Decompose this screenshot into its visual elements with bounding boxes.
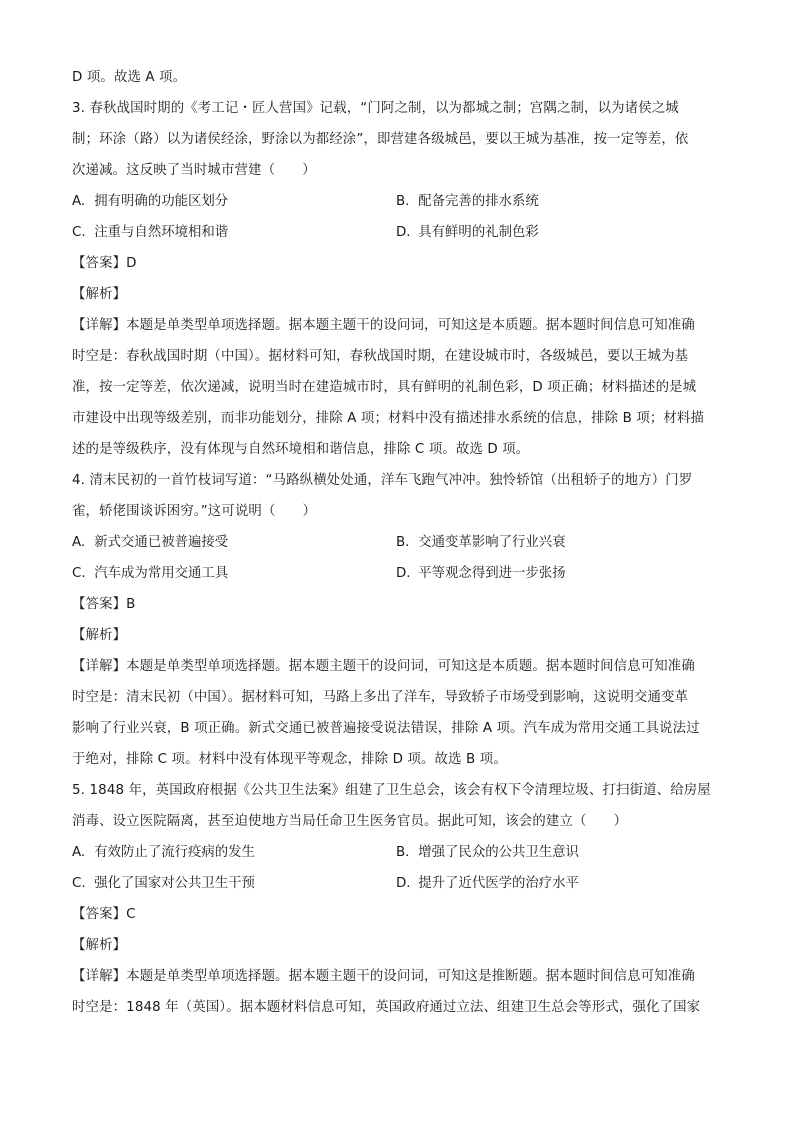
option-b: B. 交通变革影响了行业兴衰 <box>396 535 566 550</box>
detail-line: 时空是：春秋战国时期（中国）。据材料可知，春秋战国时期，在建设城市时，各级城邑，要以王城为基 <box>72 349 689 364</box>
option-c: C. 汽车成为常用交通工具 <box>72 566 229 581</box>
detail-line: 时空是：1848 年（英国）。据本题材料信息可知，英国政府通过立法、组建卫生总会等形式，强化了国家 <box>72 1000 701 1015</box>
question-stem-line: 4. 清末民初的一首竹枝词写道：“马路纵横处处通，洋车飞跑气冲冲。独怜轿馆（出租轿子的地方）门罗 <box>72 473 693 488</box>
option-d: D. 提升了近代医学的治疗水平 <box>396 876 579 891</box>
options-row <box>72 217 724 248</box>
analysis-label: 【解析】 <box>72 938 127 953</box>
option-c: C. 强化了国家对公共卫生干预 <box>72 876 255 891</box>
detail-line: 影响了行业兴衰，B 项正确。新式交通已被普遍接受说法错误，排除 A 项。汽车成为常用交通工具说法过 <box>72 721 700 736</box>
question-3 <box>72 93 724 465</box>
option-b: B. 增强了民众的公共卫生意识 <box>396 845 579 860</box>
question-5 <box>72 775 724 1023</box>
option-a: A. 拥有明确的功能区划分 <box>72 194 229 209</box>
detail-line: 准，按一定等差，依次递减，说明当时在建造城市时，具有鲜明的礼制色彩，D 项正确；材料描述的是城 <box>72 380 697 395</box>
question-stem-line: 雀，轿佬围谈诉困穷。”这可说明（ ） <box>72 504 317 519</box>
question-stem-line: 消毒、设立医院隔离，甚至迫使地方当局任命卫生医务官员。据此可知，该会的建立（ ） <box>72 814 628 829</box>
option-d: D. 具有鲜明的礼制色彩 <box>396 225 539 240</box>
options-row <box>72 186 724 217</box>
detail-line: 于绝对，排除 C 项。材料中没有体现平等观念，排除 D 项。故选 B 项。 <box>72 752 507 767</box>
option-a: A. 新式交通已被普遍接受 <box>72 535 229 550</box>
question-stem-line: 3. 春秋战国时期的《考工记・匠人营国》记载，“门阿之制，以为都城之制；宫隅之制，以为诸侯之城 <box>72 101 679 116</box>
detail-line: 述的是等级秩序，没有体现与自然环境相和谐信息，排除 C 项。故选 D 项。 <box>72 442 530 457</box>
option-d: D. 平等观念得到进一步张扬 <box>396 566 566 581</box>
answer-label: 【答案】B <box>72 597 136 612</box>
detail-line: 【详解】本题是单类型单项选择题。据本题主题干的设问词，可知这是推断题。据本题时间信息可知准确 <box>72 969 695 984</box>
detail-line: 时空是：清末民初（中国）。据材料可知，马路上多出了洋车，导致轿子市场受到影响，这说明交通变革 <box>72 690 689 705</box>
option-a: A. 有效防止了流行疫病的发生 <box>72 845 255 860</box>
option-b: B. 配备完善的排水系统 <box>396 194 539 209</box>
option-c: C. 注重与自然环境相和谐 <box>72 225 229 240</box>
answer-label: 【答案】D <box>72 256 137 271</box>
detail-line: 【详解】本题是单类型单项选择题。据本题主题干的设问词，可知这是本质题。据本题时间信息可知准确 <box>72 318 695 333</box>
answer-label: 【答案】C <box>72 907 136 922</box>
question-stem-line: 次递减。这反映了当时城市营建（ ） <box>72 163 316 178</box>
options-row <box>72 868 724 899</box>
question-stem-line: 5. 1848 年，英国政府根据《公共卫生法案》组建了卫生总会，该会有权下令清理垃圾、打扫街道、给房屋 <box>72 783 711 798</box>
previous-answer-tail: D 项。故选 A 项。 <box>72 70 187 85</box>
question-4 <box>72 465 724 775</box>
analysis-label: 【解析】 <box>72 628 127 643</box>
detail-line: 【详解】本题是单类型单项选择题。据本题主题干的设问词，可知这是本质题。据本题时间信息可知准确 <box>72 659 695 674</box>
options-row <box>72 558 724 589</box>
document-page <box>72 62 724 1023</box>
options-row <box>72 527 724 558</box>
options-row <box>72 837 724 868</box>
question-stem-line: 制；环涂（路）以为诸侯经涂，野涂以为都经涂”，即营建各级城邑，要以王城为基准，按一定等差，依 <box>72 132 689 147</box>
detail-line: 市建设中出现等级差别，而非功能划分，排除 A 项；材料中没有描述排水系统的信息，排除 B 项；材料描 <box>72 411 705 426</box>
analysis-label: 【解析】 <box>72 287 127 302</box>
